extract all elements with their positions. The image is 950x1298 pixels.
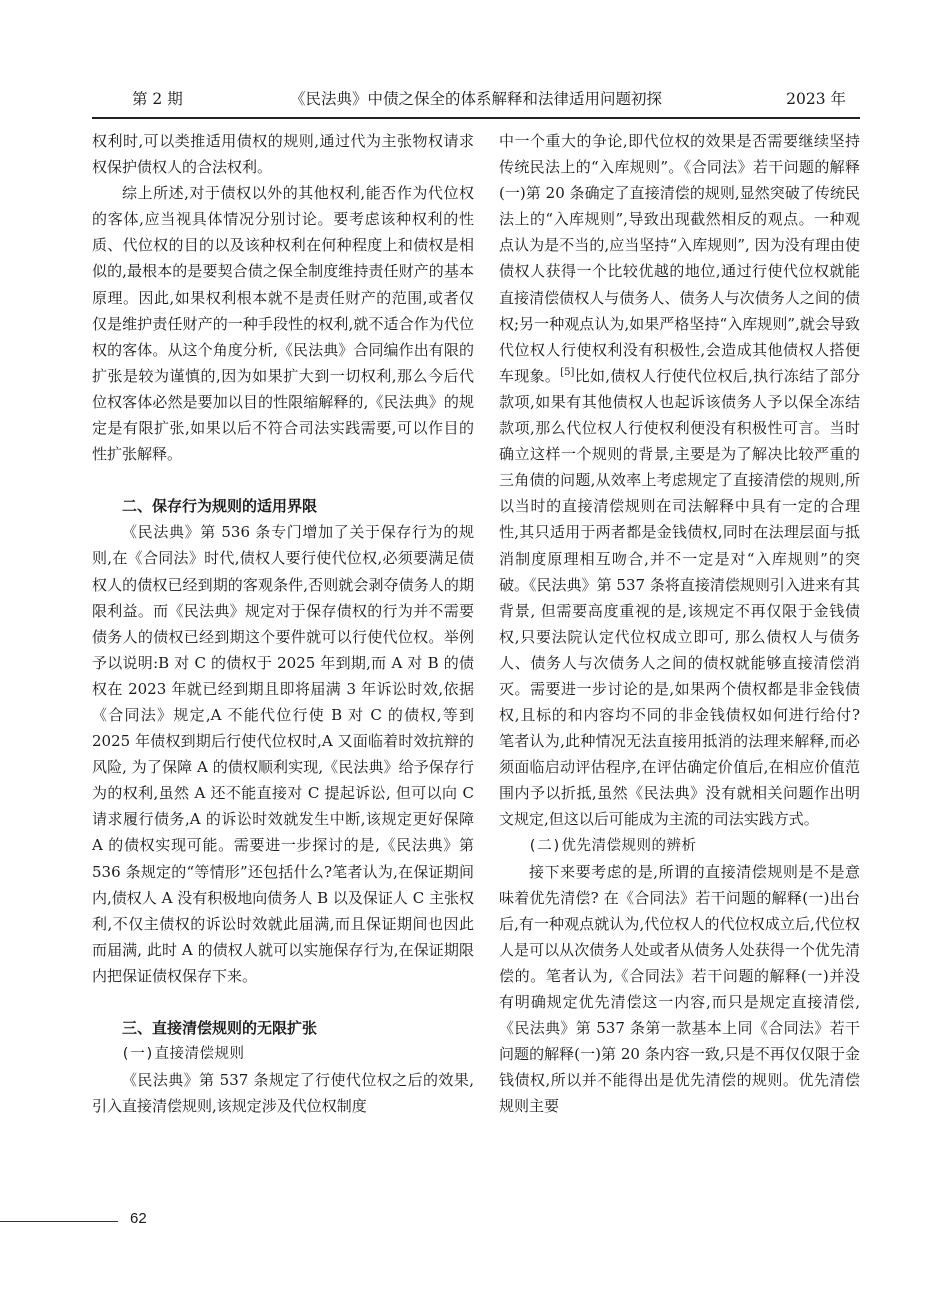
section-heading: 二、保存行为规则的适用界限 <box>122 497 318 516</box>
paragraph-text: 中一个重大的争论,即代位权的效果是否需要继续坚持传统民法上的“入库规则”。《合同法》若干问题的解释(一)第 20 条确定了直接清偿的规则,显然突破了传统民法上的“入库规则”,导致出现截然相反的观点。一种观点认为是不当的,应当坚持“入库规则”, 因为没有理由使债权人获得一个比较优越的地位,通过行使代位权就能直接清偿债权人与债务人、债务人与次债务人之间的债权;另一种观点认为,如果严格坚持“入库规则”,就会导致代位权人行使权利没有积极性,会造成其他债权人搭便车现象。 <box>499 132 860 385</box>
article-title: 《民法典》中债之保全的体系解释和法律适用问题初探 <box>289 90 662 108</box>
publication-year: 2023 年 <box>786 90 846 108</box>
subsection-heading: (一)直接清偿规则 <box>121 1046 245 1063</box>
paragraph: 权利时,可以类推适用债权的规则,通过代为主张物权请求权保护债权人的合法权利。 <box>92 132 474 177</box>
right-column <box>499 128 860 1120</box>
subsection-heading: (二)优先清偿规则的辨析 <box>528 837 697 854</box>
section-heading: 三、直接清偿规则的无限扩张 <box>122 1019 318 1037</box>
footnote-ref: [5] <box>560 366 575 378</box>
page-number: 62 <box>130 1210 147 1227</box>
paragraph: 《民法典》第 537 条规定了行使代位权之后的效果,引入直接清偿规则,该规定涉及代位权制度 <box>92 1071 474 1116</box>
paragraph: 接下来要考虑的是,所谓的直接清偿规则是不是意味着优先清偿? 在《合同法》若干问题的解释(一)出台后,有一种观点就认为,代位权人的代位权成立后,代位权人是可以从次债务人处或者从债务人处获得一个优先清偿的。笔者认为,《合同法》若干问题的解释(一)并没有明确规定优先清偿这一内容,而只是规定直接清偿,《民法典》第 537 条第一款基本上同《合同法》若干问题的解释(一)第 20 条内容一致,只是不再仅仅限于金钱债权,所以并不能得出是优先清偿的规则。优先清偿规则主要 <box>499 862 860 1116</box>
paragraph: 《民法典》第 536 条专门增加了关于保存行为的规则,在《合同法》时代,债权人要行使代位权,必须要满足债权人的债权已经到期的客观条件,否则就会剥夺债务人的期限利益。而《民法典》规定对于保存债权的行为并不需要债务人的债权已经到期这个要件就可以行使代位权。举例予以说明:B 对 C 的债权于 2025 年到期,而 A 对 B 的债权在 2023 年就已经到期且即将届满 3 年诉讼时效,依据《合同法》规定,A 不能代位行使 B 对 C 的债权,等到 2025 年债权到期后行使代位权时,A 又面临着时效抗辩的风险, 为了保障 A 的债权顺利实现,《民法典》给予保存行为的权利,虽然 A 还不能直接对 C 提起诉讼, 但可以向 C 请求履行债务,A 的诉讼时效就发生中断,该规定更好保障 A 的债权实现可能。需要进一步探讨的是,《民法典》第 536 条规定的“等情形”还包括什么?笔者认为,在保证期间内,债权人 A 没有积极地向债务人 B 以及保证人 C 主张权利,不仅主债权的诉讼时效就此届满,而且保证期间也因此而届满, 此时 A 的债权人就可以实施保存行为,在保证期限内把保证债权保存下来。 <box>92 523 474 985</box>
issue-number: 第 2 期 <box>132 90 183 108</box>
paragraph-text: 比如,债权人行使代位权后,执行冻结了部分款项,如果有其他债权人也起诉该债务人予以保全冻结款项,那么代位权人行使权利便没有积极性可言。当时确立这样一个规则的背景,主要是为了解决比较严重的三角债的问题,从效率上考虑规定了直接清偿的规则,所以当时的直接清偿规则在司法解释中具有一定的合理性,其只适用于两者都是金钱债权,同时在法理层面与抵消制度原理相互吻合,并不一定是对“入库规则”的突破。《民法典》第 537 条将直接清偿规则引入进来有其背景, 但需要高度重视的是,该规定不再仅限于金钱债权,只要法院认定代位权成立即可, 那么债权人与债务人、债务人与次债务人之间的债权就能够直接清偿消灭。需要进一步讨论的是,如果两个债权都是非金钱债权,且标的和内容均不同的非金钱债权如何进行给付? 笔者认为,此种情况无法直接用抵消的法理来解释,而必须面临启动评估程序,在评估确定价值后,在相应价值范围内予以折抵,虽然《民法典》没有就相关问题作出明文规定,但这以后可能成为主流的司法实践方式。 <box>499 366 860 829</box>
running-header <box>92 86 860 112</box>
paragraph: 综上所述,对于债权以外的其他权利,能否作为代位权的客体,应当视具体情况分别讨论。要考虑该种权利的性质、代位权的目的以及该种权利在何种程度上和债权是相似的,最根本的是要契合债之保全制度维持责任财产的基本原理。因此,如果权利根本就不是责任财产的范围,或者仅仅是维护责任财产的一种手段性的权利,就不适合作为代位权的客体。从这个角度分析,《民法典》合同编作出有限的扩张是较为谨慎的,因为如果扩大到一切权利,那么今后代位权客体必然是要加以目的性限缩解释的,《民法典》的规定是有限扩张,如果以后不符合司法实践需要,可以作目的性扩张解释。 <box>92 184 474 464</box>
left-column <box>92 128 474 1119</box>
paragraph <box>499 128 860 833</box>
footer-rule <box>0 1221 118 1222</box>
header-rule <box>92 117 860 119</box>
